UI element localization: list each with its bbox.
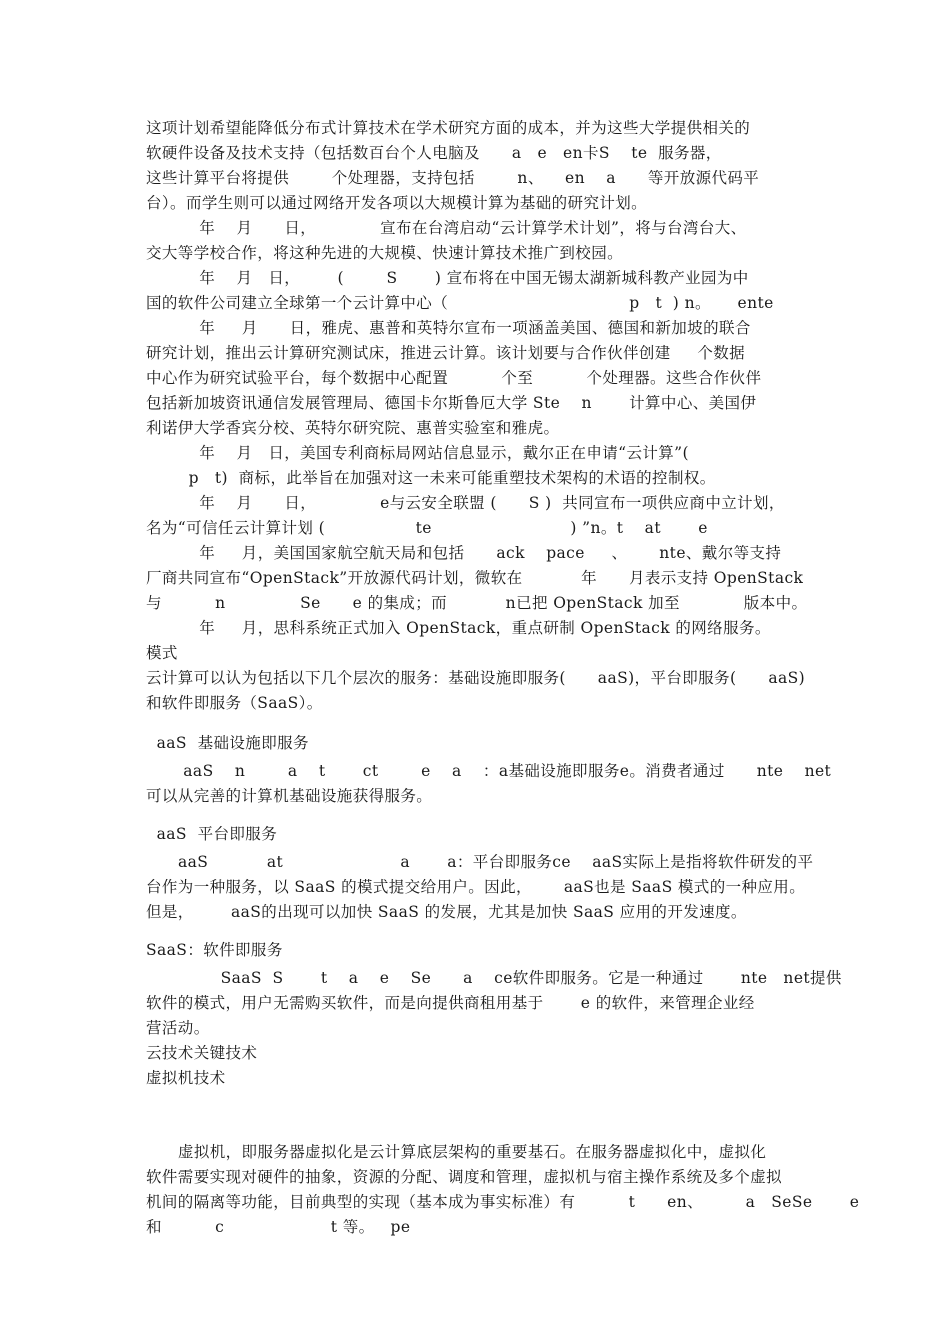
text-line: 可以从完善的计算机基础设施获得服务。 bbox=[146, 787, 433, 805]
text-line: 研究计划，推出云计算研究测试床，推进云计算。该计划要与合作伙伴创建 个数据 bbox=[146, 344, 746, 362]
text-line: aaS at a a：平台即服务ce aaS实际上是指将软件研发的平 bbox=[146, 853, 814, 871]
text-line: 但是， aaS的出现可以加快 SaaS 的发展，尤其是加快 SaaS 应用的开发速度。 bbox=[146, 903, 747, 921]
text-line: 年 月 日，美国专利商标局网站信息显示，戴尔正在申请“云计算”( bbox=[146, 444, 689, 462]
text-line: 中心作为研究试验平台，每个数据中心配置 个至 个处理器。这些合作伙伴 bbox=[146, 369, 762, 387]
subsection-heading: aaS 基础设施即服务 bbox=[146, 734, 309, 752]
text-line: 名为“可信任云计算计划 ( te ) ”n。t at e bbox=[146, 519, 708, 537]
text-line: aaS n a t ct e a ：a基础设施即服务e。消费者通过 nte net bbox=[146, 762, 832, 780]
text-line: 年 月 日， ( S ) 宣布将在中国无锡太湖新城科教产业园为中 bbox=[146, 269, 749, 287]
text-line: 与 n Se e 的集成；而 n已把 OpenStack 加至 版本中。 bbox=[146, 594, 808, 612]
text-line: 云计算可以认为包括以下几个层次的服务：基础设施即服务( aaS)，平台即服务( aaS) bbox=[146, 669, 806, 687]
text-line: 利诺伊大学香宾分校、英特尔研究院、惠普实验室和雅虎。 bbox=[146, 419, 560, 437]
text-line: 机间的隔离等功能，目前典型的实现（基本成为事实标准）有 t en、 a SeSe e bbox=[146, 1193, 860, 1211]
text-line: 年 月 日， e与云安全联盟 ( S ) 共同宣布一项供应商中立计划， bbox=[146, 494, 785, 512]
text-line: 这些计算平台将提供 个处理器，支持包括 n、 en a 等开放源代码平 bbox=[146, 169, 760, 187]
text-line: 软件的模式，用户无需购买软件，而是向提供商租用基于 e 的软件，来管理企业经 bbox=[146, 994, 755, 1012]
text-line: 软件需要实现对硬件的抽象，资源的分配、调度和管理，虚拟机与宿主操作系统及多个虚拟 bbox=[146, 1168, 783, 1186]
text-line: 台）。而学生则可以通过网络开发各项以大规模计算为基础的研究计划。 bbox=[146, 194, 648, 212]
text-line: 和 c t 等。 pe bbox=[146, 1218, 411, 1236]
text-line: 这项计划希望能降低分布式计算技术在学术研究方面的成本，并为这些大学提供相关的 bbox=[146, 119, 751, 137]
subsection-heading: aaS 平台即服务 bbox=[146, 825, 278, 843]
text-line: p t) 商标，此举旨在加强对这一未来可能重塑技术架构的术语的控制权。 bbox=[146, 469, 716, 487]
text-line: 虚拟机，即服务器虚拟化是云计算底层架构的重要基石。在服务器虚拟化中，虚拟化 bbox=[146, 1143, 767, 1161]
section-heading: 模式 bbox=[146, 644, 178, 662]
text-line: 年 月，思科系统正式加入 OpenStack，重点研制 OpenStack 的网络服务。 bbox=[146, 619, 771, 637]
text-line: 营活动。 bbox=[146, 1019, 210, 1037]
text-line: 包括新加坡资讯通信发展管理局、德国卡尔斯鲁厄大学 Ste n 计算中心、美国伊 bbox=[146, 394, 757, 412]
subsection-heading: SaaS：软件即服务 bbox=[146, 941, 283, 959]
text-line: 交大等学校合作，将这种先进的大规模、快速计算技术推广到校园。 bbox=[146, 244, 624, 262]
text-line: 台作为一种服务，以 SaaS 的模式提交给用户。因此， aaS也是 SaaS 模式的一种应用。 bbox=[146, 878, 806, 896]
text-line: 软硬件设备及技术支持（包括数百台个人电脑及 a e en卡S te 服务器， bbox=[146, 144, 722, 162]
text-line: 年 月，美国国家航空航天局和包括 ack pace 、 nte、戴尔等支持 bbox=[146, 544, 782, 562]
text-line: 年 月 日，雅虎、惠普和英特尔宣布一项涵盖美国、德国和新加坡的联合 bbox=[146, 319, 751, 337]
section-heading: 云技术关键技术 bbox=[146, 1044, 258, 1062]
text-line: 国的软件公司建立全球第一个云计算中心（ p t ) n。 ente bbox=[146, 294, 774, 312]
text-line: SaaS S t a e Se a ce软件即服务。它是一种通过 nte net提供 bbox=[146, 969, 842, 987]
text-line: 和软件即服务（SaaS）。 bbox=[146, 694, 323, 712]
text-line: 年 月 日， 宣布在台湾启动“云计算学术计划”，将与台湾台大、 bbox=[146, 219, 747, 237]
text-line: 厂商共同宣布“OpenStack”开放源代码计划，微软在 年 月表示支持 OpenStack bbox=[146, 569, 804, 587]
subsection-heading: 虚拟机技术 bbox=[146, 1069, 226, 1087]
